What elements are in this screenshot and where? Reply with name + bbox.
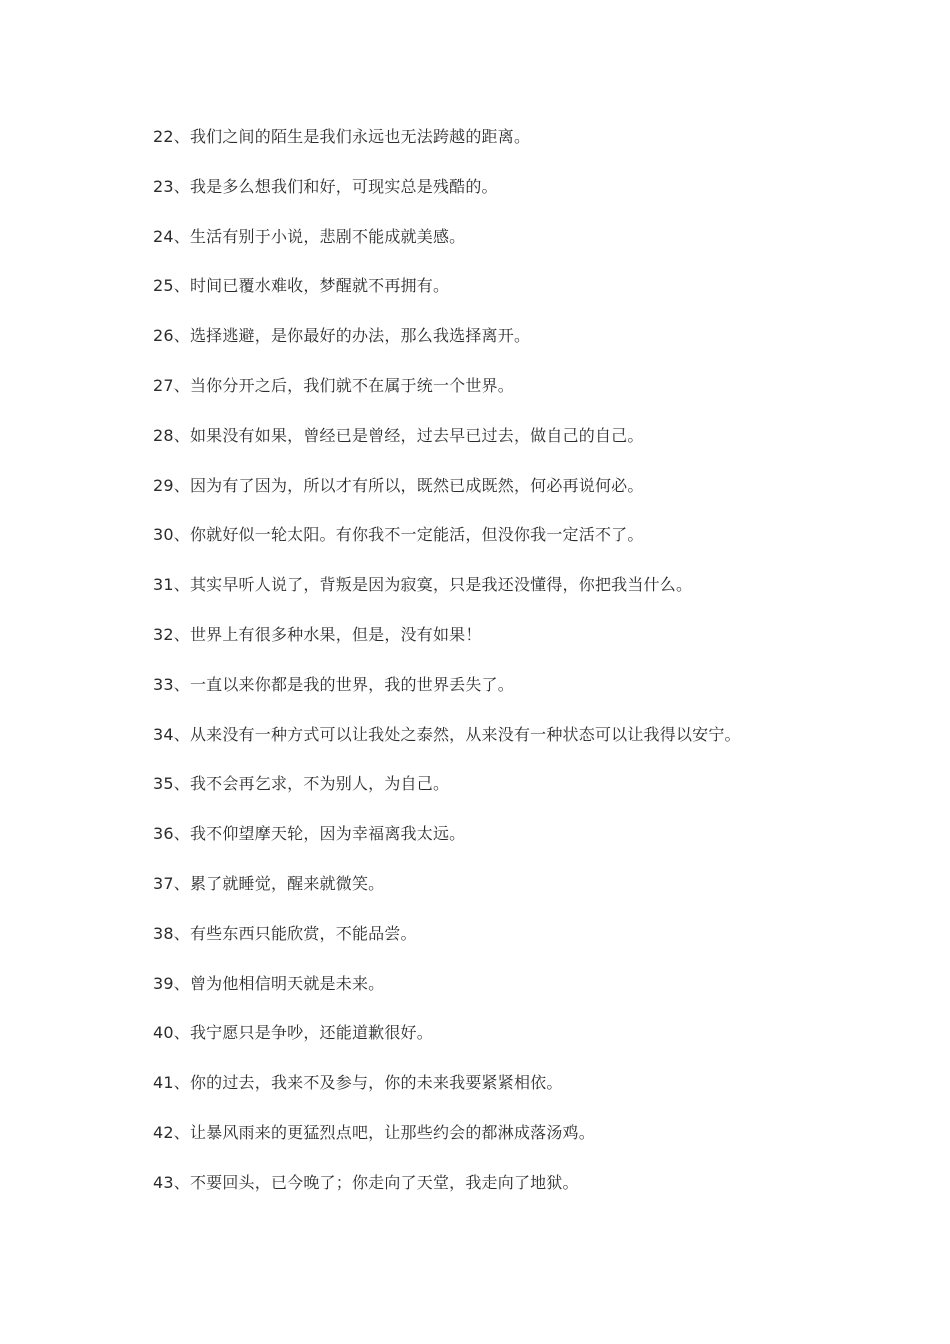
quote-line: 34、从来没有一种方式可以让我处之泰然，从来没有一种状态可以让我得以安宁。 bbox=[153, 724, 741, 744]
quote-line: 23、我是多么想我们和好，可现实总是残酷的。 bbox=[153, 176, 498, 196]
quote-line: 32、世界上有很多种水果，但是，没有如果！ bbox=[153, 624, 482, 644]
quote-line: 41、你的过去，我来不及参与，你的未来我要紧紧相依。 bbox=[153, 1073, 563, 1093]
quote-line: 31、其实早听人说了，背叛是因为寂寞，只是我还没懂得，你把我当什么。 bbox=[153, 575, 693, 595]
quote-line: 38、有些东西只能欣赏，不能品尝。 bbox=[153, 923, 417, 943]
quote-line: 42、让暴风雨来的更猛烈点吧，让那些约会的都淋成落汤鸡。 bbox=[153, 1122, 595, 1142]
quote-line: 37、累了就睡觉，醒来就微笑。 bbox=[153, 873, 385, 893]
quote-line: 33、一直以来你都是我的世界，我的世界丢失了。 bbox=[153, 674, 514, 694]
quote-line: 36、我不仰望摩天轮，因为幸福离我太远。 bbox=[153, 824, 466, 844]
quote-line: 28、如果没有如果，曾经已是曾经，过去早已过去，做自己的自己。 bbox=[153, 425, 644, 445]
quote-list bbox=[153, 124, 913, 1220]
quote-line: 43、不要回头，已今晚了；你走向了天堂，我走向了地狱。 bbox=[153, 1172, 579, 1192]
quote-line: 30、你就好似一轮太阳。有你我不一定能活，但没你我一定活不了。 bbox=[153, 525, 644, 545]
quote-line: 24、生活有别于小说，悲剧不能成就美感。 bbox=[153, 226, 466, 246]
quote-line: 25、时间已覆水难收，梦醒就不再拥有。 bbox=[153, 276, 450, 296]
quote-line: 22、我们之间的陌生是我们永远也无法跨越的距离。 bbox=[153, 127, 531, 146]
quote-line: 29、因为有了因为，所以才有所以，既然已成既然，何必再说何必。 bbox=[153, 475, 644, 495]
quote-line: 40、我宁愿只是争吵，还能道歉很好。 bbox=[153, 1023, 433, 1043]
quote-line: 35、我不会再乞求，不为别人，为自己。 bbox=[153, 774, 450, 794]
quote-line: 39、曾为他相信明天就是未来。 bbox=[153, 973, 385, 993]
quote-line: 26、选择逃避，是你最好的办法，那么我选择离开。 bbox=[153, 326, 531, 346]
quote-line: 27、当你分开之后，我们就不在属于统一个世界。 bbox=[153, 375, 514, 395]
